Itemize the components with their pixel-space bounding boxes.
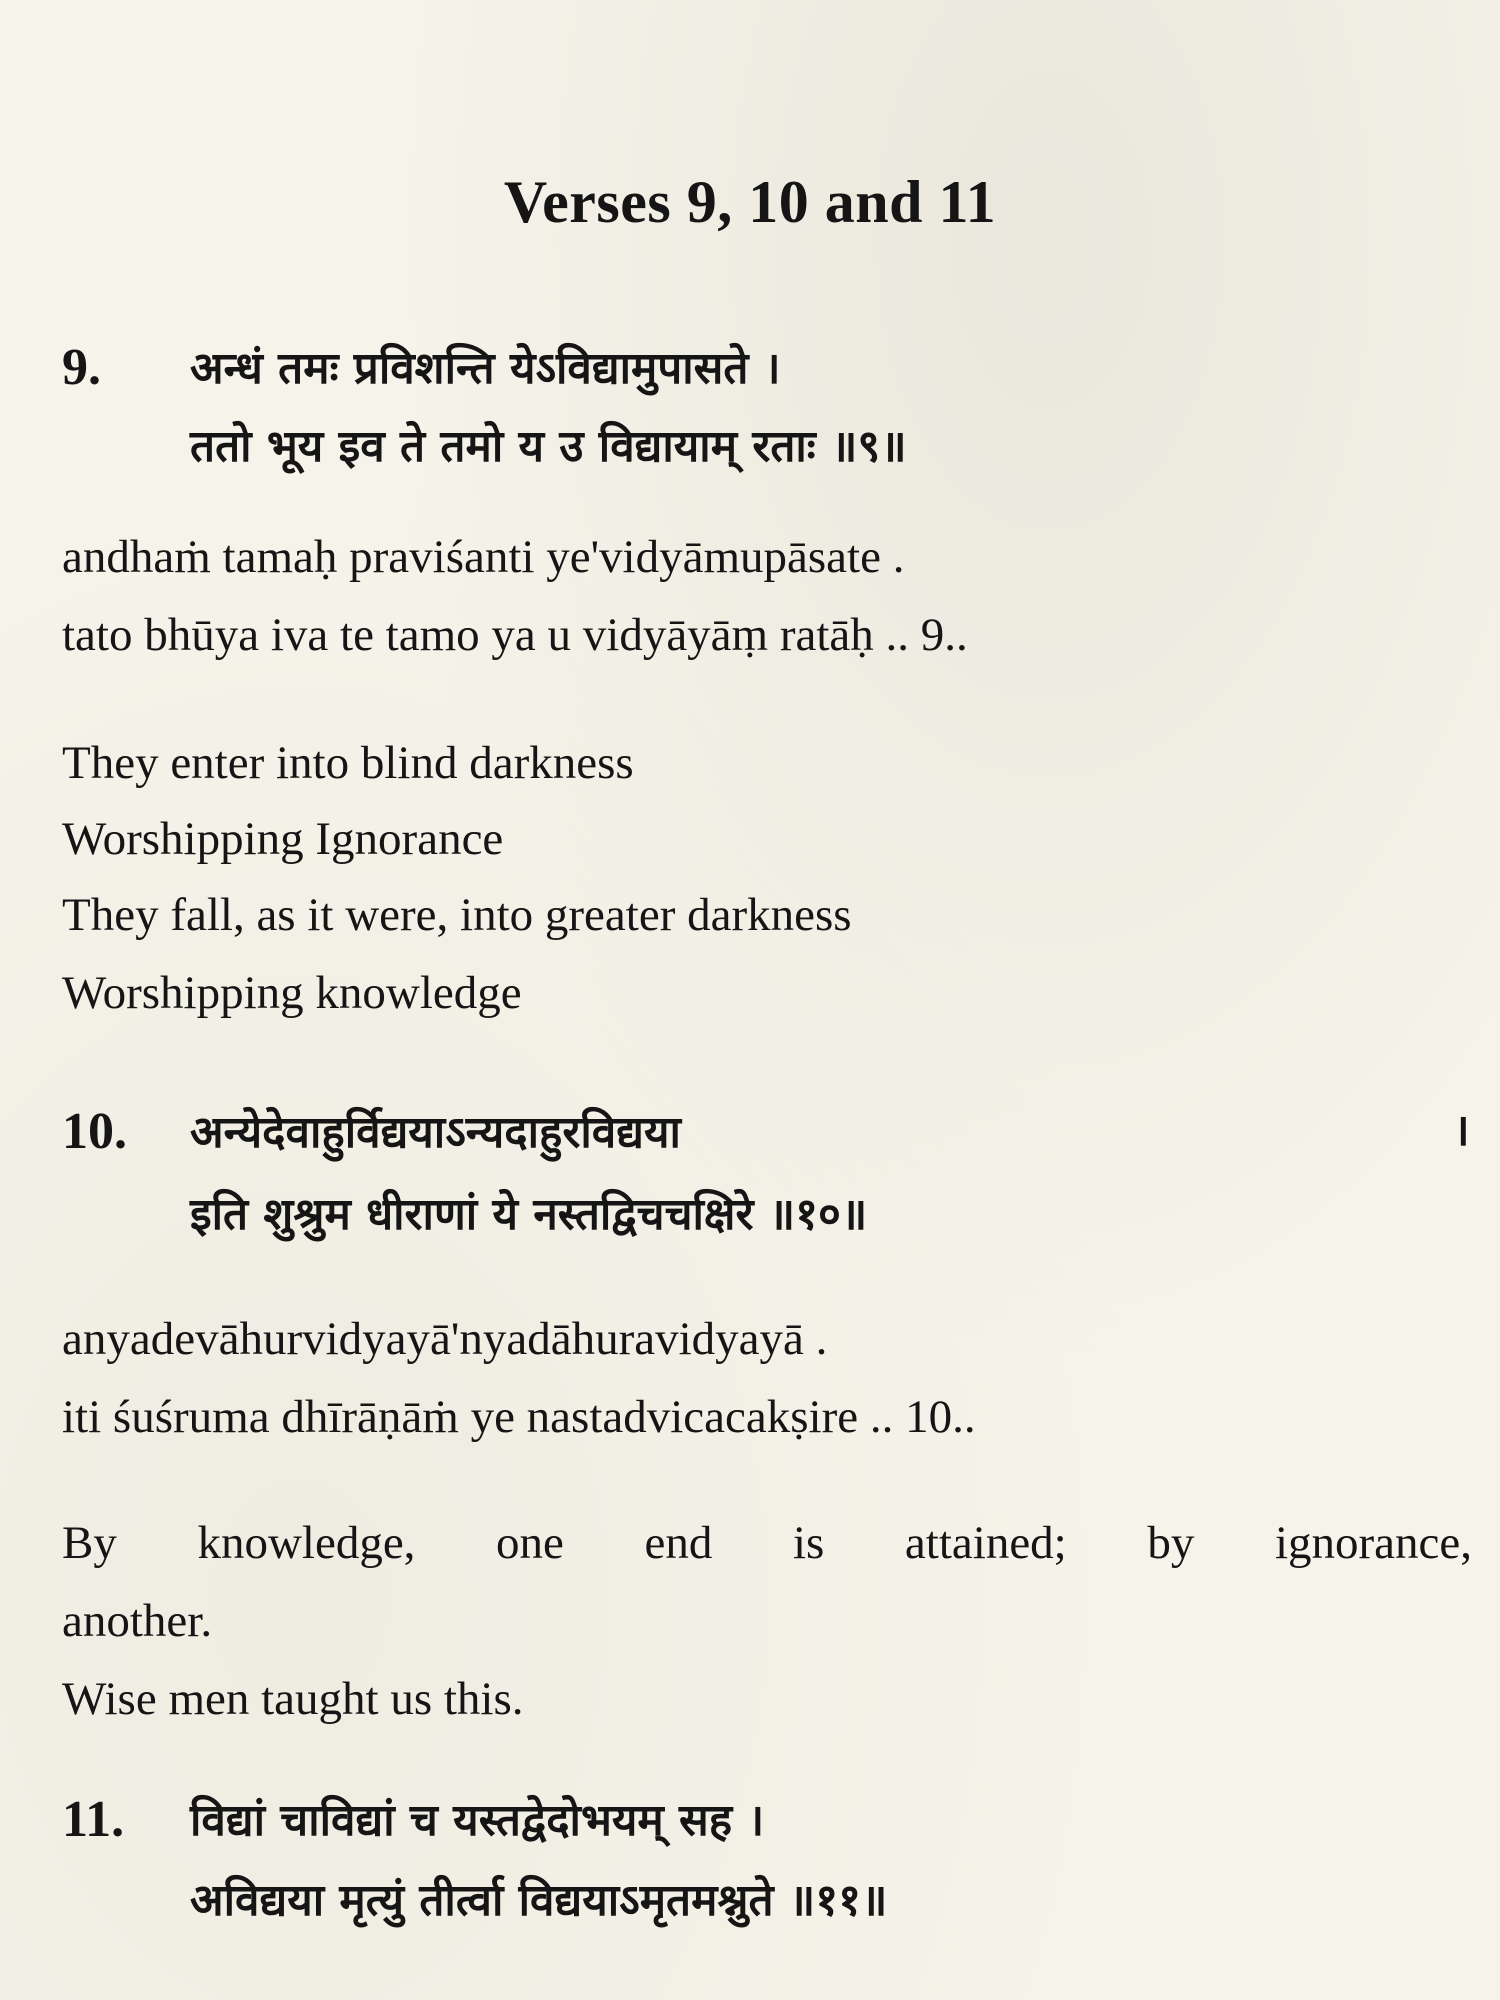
verse-10-sanskrit-line-1: अन्येदेवाहुर्विद्ययाऽन्यदाहुरविद्यया [190,1107,681,1158]
verse-10-translation-line-1: By knowledge, one end is attained; by ignorance, [62,1517,1472,1569]
verse-11-sanskrit-line-2: अविद्यया मृत्युं तीर्त्वा विद्ययाऽमृतमश्नुते ॥११॥ [190,1875,888,1926]
verse-9-translation-line-4: Worshipping knowledge [62,967,522,1019]
verse-9-transliteration-line-1: andhaṁ tamaḥ praviśanti ye'vidyāmupāsate . [62,531,905,583]
page-heading: Verses 9, 10 and 11 [503,169,997,235]
verse-number-9: 9. [62,339,101,396]
verse-9-sanskrit-line-1: अन्धं तमः प्रविशन्ति येऽविद्यामुपासते । [190,343,781,394]
verse-11-sanskrit-line-1: विद्यां चाविद्यां च यस्तद्वेदोभयम् सह । [190,1795,765,1846]
verse-number-11: 11. [62,1791,125,1848]
verse-10-transliteration-line-2: iti śuśruma dhīrāṇāṁ ye nastadvicacakṣire .. 10.. [62,1391,976,1443]
verse-10-transliteration-line-1: anyadevāhurvidyayā'nyadāhuravidyayā . [62,1313,828,1365]
verse-10-sanskrit-line-2: इति शुश्रुम धीराणां ये नस्तद्विचचक्षिरे ॥१०॥ [190,1189,868,1240]
verse-10-translation-line-2: another. [62,1595,213,1647]
verse-10-translation-line-3: Wise men taught us this. [62,1673,524,1725]
verse-10-margin-danda: । [1453,1105,1470,1156]
verse-number-10: 10. [62,1103,127,1160]
verse-9-translation-line-2: Worshipping Ignorance [62,813,504,865]
verse-9-translation-line-3: They fall, as it were, into greater darkness [62,889,852,941]
verse-9-translation-line-1: They enter into blind darkness [62,737,634,789]
verse-9-transliteration-line-2: tato bhūya iva te tamo ya u vidyāyāṃ ratāḥ .. 9.. [62,609,968,661]
verse-9-sanskrit-line-2: ततो भूय इव ते तमो य उ विद्यायाम् रताः ॥९॥ [190,421,907,472]
